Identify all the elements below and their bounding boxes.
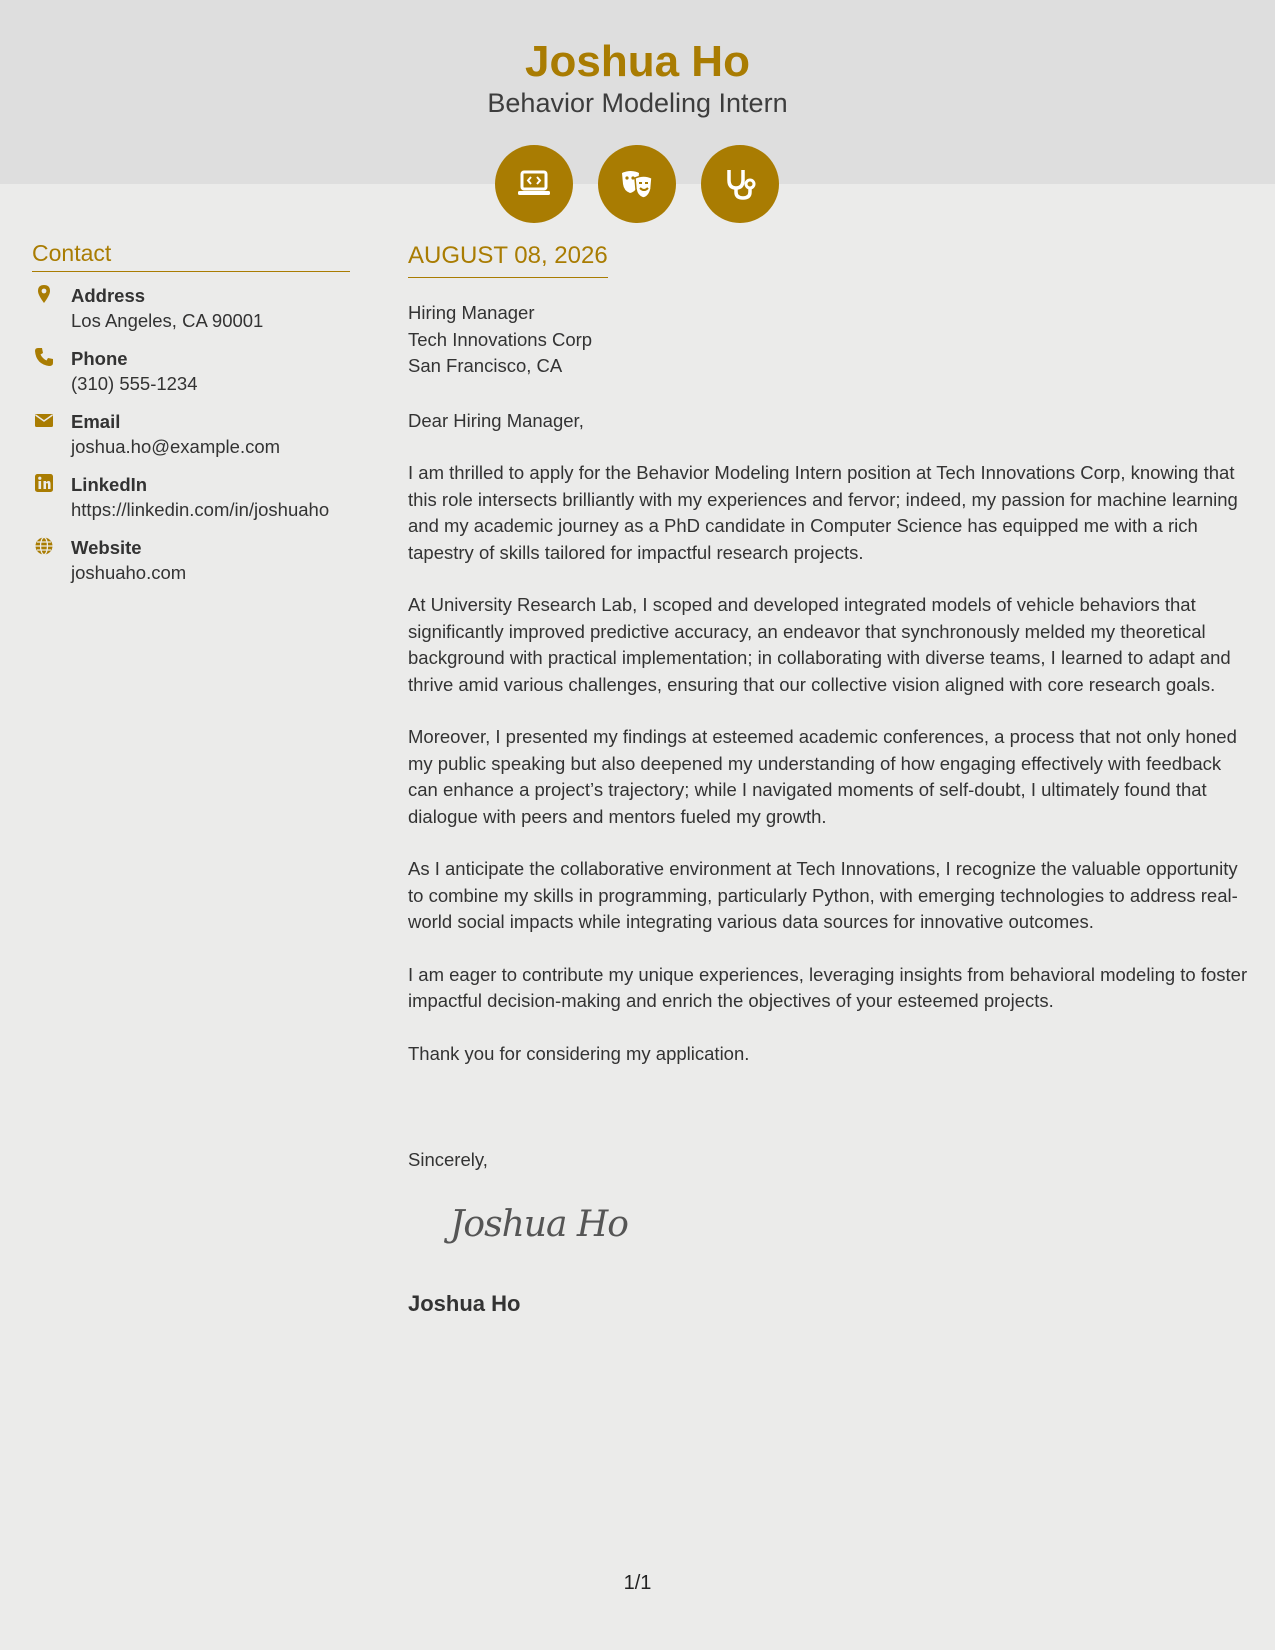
phone-icon [34, 347, 54, 367]
stethoscope-icon [720, 164, 760, 204]
closing: Sincerely, [408, 1149, 488, 1170]
contact-value: Los Angeles, CA 90001 [71, 310, 264, 331]
contact-label: Email [71, 411, 121, 432]
stethoscope-badge [701, 145, 779, 223]
contact-item-email [32, 410, 362, 473]
globe-icon [34, 536, 54, 556]
handwritten-signature: Joshua Ho [450, 1204, 628, 1245]
contact-label: Address [71, 285, 146, 306]
body-paragraph: As I anticipate the collaborative environment at Tech Innovations, I recognize the valuable opportunity to combine my skills in programming, particularly Python, with emerging technologies to address real-world social impacts while integrating various data sources for innovative outcomes. [408, 858, 1238, 932]
theater-masks-icon [617, 164, 657, 204]
body-paragraph: At University Research Lab, I scoped and developed integrated models of vehicle behaviors that significantly improved predictive accuracy, an endeavor that synchronously melded my theoretical background with practical implementation; in collaborating with diverse teams, I learned to adapt and thrive amid various challenges, ensuring that our collective vision aligned with core research goals. [408, 594, 1231, 695]
theater-masks-badge [598, 145, 676, 223]
applicant-role: Behavior Modeling Intern [487, 88, 788, 118]
contact-heading: Contact [32, 238, 350, 272]
map-pin-icon [34, 284, 54, 304]
recipient-block [408, 300, 592, 380]
contact-item-address [32, 284, 362, 347]
letter-body [408, 460, 1254, 1093]
contact-value[interactable]: https://linkedin.com/in/joshuaho [71, 499, 330, 520]
recipient-line: Tech Innovations Corp [408, 328, 593, 350]
contact-label: LinkedIn [71, 474, 148, 495]
recipient-line: Hiring Manager [408, 302, 535, 323]
body-paragraph: I am thrilled to apply for the Behavior Modeling Intern position at Tech Innovations Corp, knowing that this role intersects brilliantly with my experiences and fervor; indeed, my passion for machine learning and my academic journey as a PhD candidate in Computer Science has equipped me with a rich tapestry of skills tailored for impactful research projects. [408, 462, 1238, 563]
body-paragraph: I am eager to contribute my unique experiences, leveraging insights from behavioral modeling to foster impactful decision-making and enrich the objectives of your esteemed projects. [408, 963, 1248, 1011]
body-paragraph: Moreover, I presented my findings at esteemed academic conferences, a process that not only honed my public speaking but also deepened my understanding of how engaging effectively with feedback can enhance a project’s trajectory; while I navigated moments of self-doubt, I ultimately found that dialogue with peers and mentors fueled my growth. [408, 726, 1237, 827]
badge-row [495, 145, 779, 223]
laptop-code-badge [495, 145, 573, 223]
contact-value[interactable]: joshuaho.com [71, 562, 187, 583]
contact-label: Website [71, 537, 142, 558]
letter-date: AUGUST 08, 2026 [408, 240, 608, 278]
contact-item-linkedin [32, 473, 362, 536]
contact-value: (310) 555-1234 [71, 373, 198, 394]
contact-list [32, 284, 362, 599]
envelope-icon [34, 410, 54, 430]
page-number: 1/1 [623, 1572, 652, 1594]
laptop-code-icon [514, 164, 554, 204]
body-paragraph: Thank you for considering my application. [408, 1042, 750, 1064]
salutation: Dear Hiring Manager, [408, 410, 584, 431]
contact-value[interactable]: joshua.ho@example.com [71, 436, 281, 457]
contact-item-phone [32, 347, 362, 410]
signer-name: Joshua Ho [408, 1291, 521, 1316]
contact-label: Phone [71, 348, 128, 369]
applicant-name: Joshua Ho [525, 37, 750, 86]
contact-item-website [32, 536, 362, 599]
linkedin-icon [34, 473, 54, 493]
recipient-line: San Francisco, CA [408, 355, 563, 376]
